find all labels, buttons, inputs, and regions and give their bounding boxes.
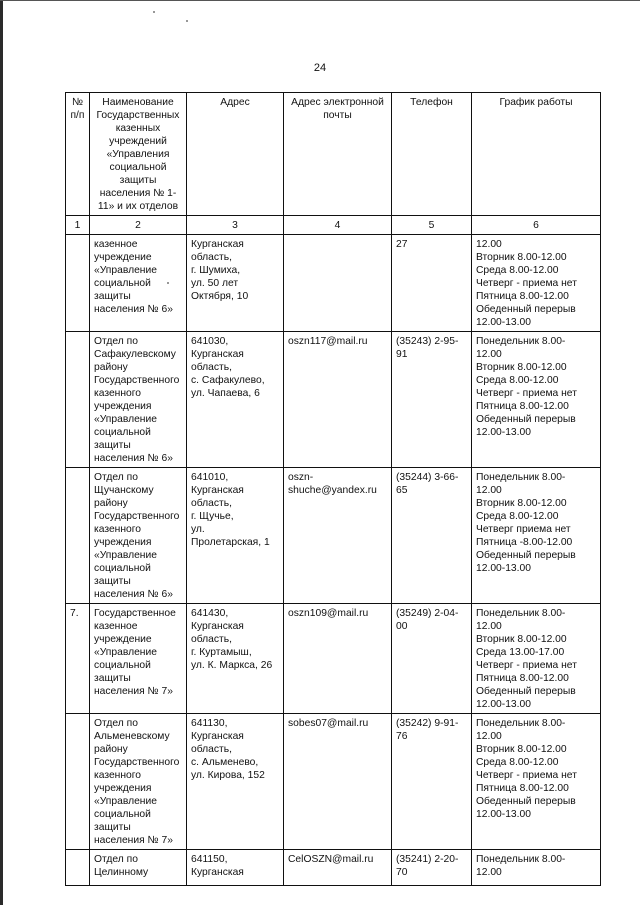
institution-phone: (35242) 9-91- 76 bbox=[392, 714, 472, 850]
column-header-schedule: График работы bbox=[472, 93, 601, 216]
institution-email: oszn- shuche@yandex.ru bbox=[284, 468, 392, 604]
column-number: 6 bbox=[472, 216, 601, 235]
column-header-name: Наименование Государственных казенных учреждений «Управления социальной защиты населения № 1- 11» и их отделов bbox=[90, 93, 187, 216]
row-number bbox=[66, 714, 90, 850]
row-number bbox=[66, 235, 90, 332]
table-row bbox=[66, 332, 601, 468]
row-number bbox=[66, 850, 90, 886]
column-number-row bbox=[66, 216, 601, 235]
institution-address: 641150, Курганская bbox=[187, 850, 284, 886]
institution-address: 641130, Курганская область, с. Альменево, ул. Кирова, 152 bbox=[187, 714, 284, 850]
table-header-row bbox=[66, 93, 601, 216]
institution-name: Государственное казенное учреждение «Управление социальной защиты населения № 7» bbox=[90, 604, 187, 714]
table-row bbox=[66, 235, 601, 332]
institution-phone: (35249) 2-04- 00 bbox=[392, 604, 472, 714]
column-number: 4 bbox=[284, 216, 392, 235]
institution-name: Отдел по Альменевскому району Государственного казенного учреждения «Управление социальной защиты населения № 7» bbox=[90, 714, 187, 850]
scan-edge bbox=[0, 0, 3, 905]
institution-schedule: Понедельник 8.00- 12.00 bbox=[472, 850, 601, 886]
institution-address: 641010, Курганская область, г. Щучье, ул. Пролетарская, 1 bbox=[187, 468, 284, 604]
institution-schedule: Понедельник 8.00- 12.00 Вторник 8.00-12.00 Среда 8.00-12.00 Четверг - приема нет Пятница 8.00-12.00 Обеденный перерыв 12.00-13.00 bbox=[472, 714, 601, 850]
row-number bbox=[66, 468, 90, 604]
table-row bbox=[66, 850, 601, 886]
row-number: 7. bbox=[66, 604, 90, 714]
column-number: 1 bbox=[66, 216, 90, 235]
institution-schedule: Понедельник 8.00- 12.00 Вторник 8.00-12.00 Среда 13.00-17.00 Четверг - приема нет Пятница 8.00-12.00 Обеденный перерыв 12.00-13.00 bbox=[472, 604, 601, 714]
institution-address: 641430, Курганская область, г. Куртамыш, ул. К. Маркса, 26 bbox=[187, 604, 284, 714]
institution-email bbox=[284, 235, 392, 332]
table-row bbox=[66, 604, 601, 714]
column-header-number: № п/п bbox=[66, 93, 90, 216]
institution-schedule: Понедельник 8.00- 12.00 Вторник 8.00-12.00 Среда 8.00-12.00 Четверг - приема нет Пятница 8.00-12.00 Обеденный перерыв 12.00-13.00 bbox=[472, 332, 601, 468]
institution-name: Отдел по Целинному bbox=[90, 850, 187, 886]
row-number bbox=[66, 332, 90, 468]
column-number: 2 bbox=[90, 216, 187, 235]
institution-phone: (35243) 2-95- 91 bbox=[392, 332, 472, 468]
column-number: 5 bbox=[392, 216, 472, 235]
institutions-table bbox=[65, 92, 601, 886]
institution-phone: 27 bbox=[392, 235, 472, 332]
scan-speck bbox=[186, 20, 188, 22]
institution-phone: (35244) 3-66- 65 bbox=[392, 468, 472, 604]
institution-name: Отдел по Щучанскому району Государственного казенного учреждения «Управление социальной защиты населения № 6» bbox=[90, 468, 187, 604]
column-number: 3 bbox=[187, 216, 284, 235]
institution-schedule: Понедельник 8.00- 12.00 Вторник 8.00-12.00 Среда 8.00-12.00 Четверг приема нет Пятница -8.00-12.00 Обеденный перерыв 12.00-13.00 bbox=[472, 468, 601, 604]
institution-address: 641030, Курганская область, с. Сафакулево, ул. Чапаева, 6 bbox=[187, 332, 284, 468]
table-row bbox=[66, 714, 601, 850]
scan-speck bbox=[153, 11, 155, 13]
institution-email: sobes07@mail.ru bbox=[284, 714, 392, 850]
column-header-phone: Телефон bbox=[392, 93, 472, 216]
institution-schedule: 12.00 Вторник 8.00-12.00 Среда 8.00-12.00 Четверг - приема нет Пятница 8.00-12.00 Обеденный перерыв 12.00-13.00 bbox=[472, 235, 601, 332]
page-number: 24 bbox=[313, 62, 327, 74]
institution-email: CelOSZN@mail.ru bbox=[284, 850, 392, 886]
scan-edge-top bbox=[0, 0, 640, 1]
institution-email: oszn109@mail.ru bbox=[284, 604, 392, 714]
institution-name: казенное учреждение «Управление социальной защиты населения № 6» bbox=[90, 235, 187, 332]
institution-email: oszn117@mail.ru bbox=[284, 332, 392, 468]
institution-address: Курганская область, г. Шумиха, ул. 50 лет Октября, 10 bbox=[187, 235, 284, 332]
table-row bbox=[66, 468, 601, 604]
institution-name: Отдел по Сафакулевскому району Государственного казенного учреждения «Управление социальной защиты населения № 6» bbox=[90, 332, 187, 468]
column-header-email: Адрес электронной почты bbox=[284, 93, 392, 216]
institution-phone: (35241) 2-20- 70 bbox=[392, 850, 472, 886]
column-header-address: Адрес bbox=[187, 93, 284, 216]
